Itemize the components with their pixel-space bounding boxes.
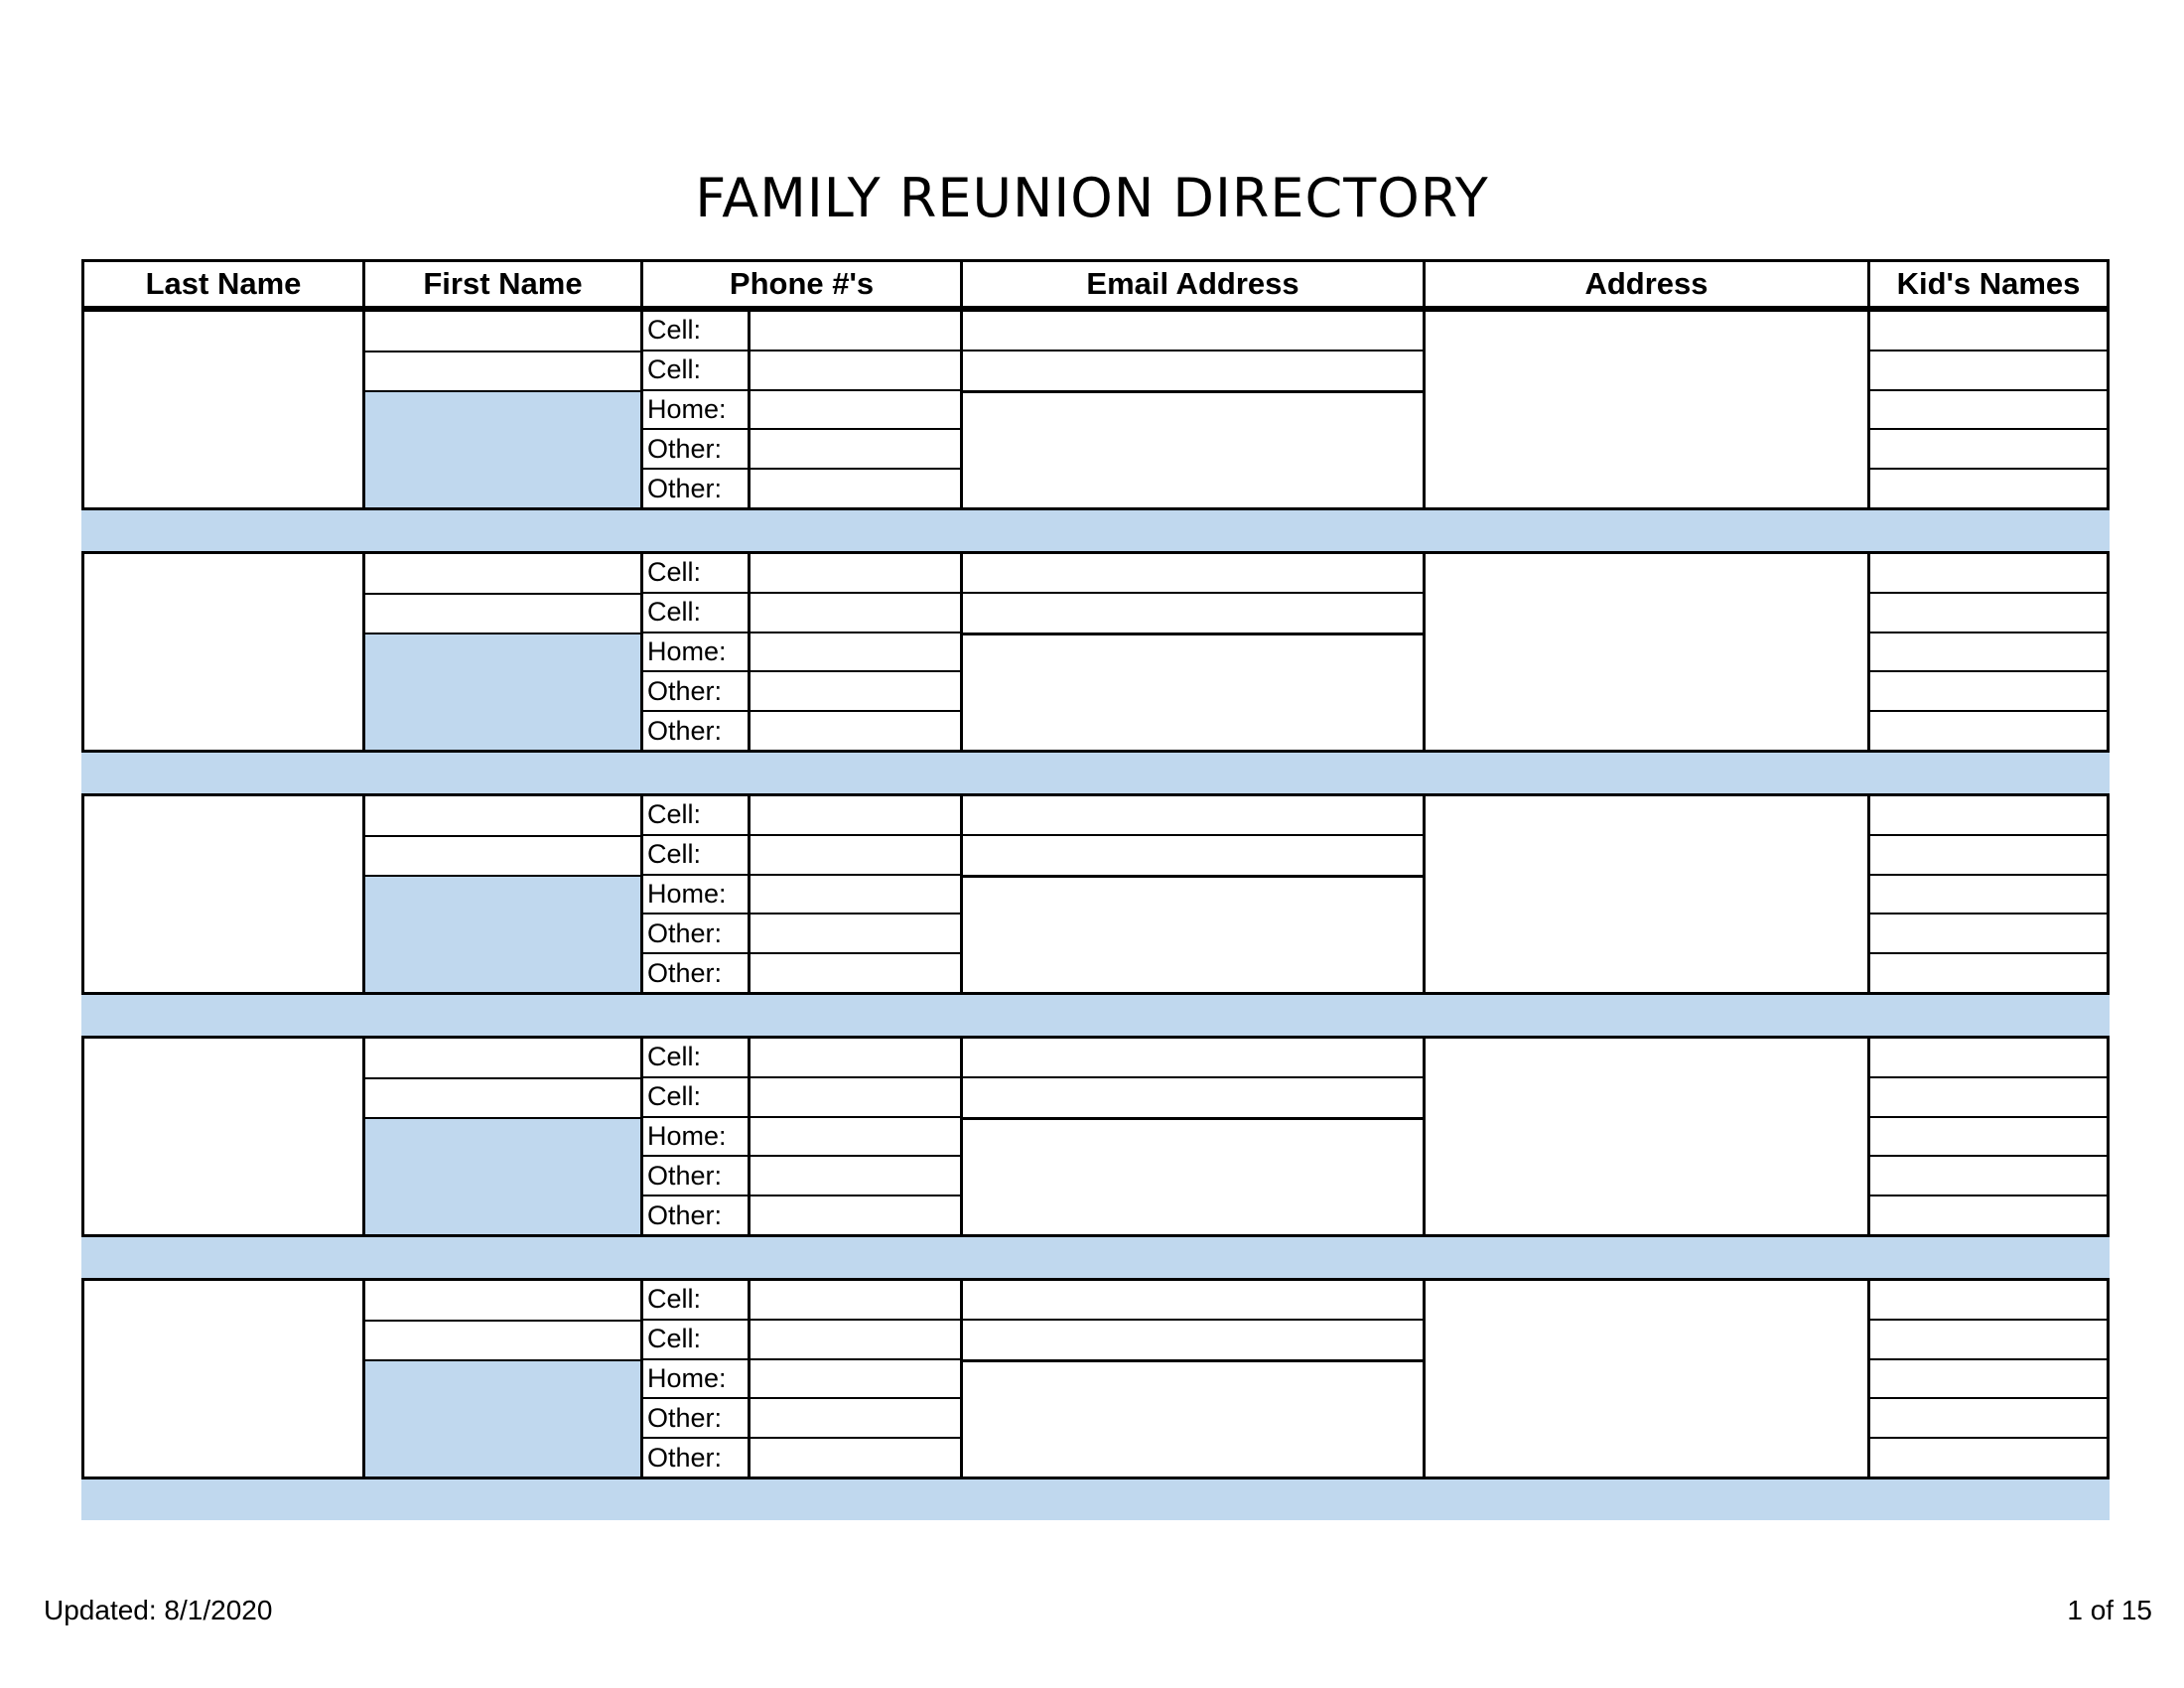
phone-field[interactable] — [751, 312, 960, 350]
email-column — [960, 1281, 1423, 1477]
email-field[interactable] — [963, 592, 1423, 632]
email-notes-field[interactable] — [963, 1117, 1423, 1234]
kid-name-field[interactable] — [1870, 1076, 2107, 1116]
phone-field[interactable] — [751, 876, 960, 914]
phone-field[interactable] — [751, 430, 960, 468]
email-field[interactable] — [963, 312, 1423, 350]
kid-name-field[interactable] — [1870, 389, 2107, 429]
last-name-field[interactable] — [84, 312, 362, 507]
kid-name-field[interactable] — [1870, 913, 2107, 952]
email-notes-field[interactable] — [963, 633, 1423, 750]
separator-bar — [81, 995, 2110, 1036]
kid-name-field[interactable] — [1870, 554, 2107, 592]
last-name-field[interactable] — [84, 1281, 362, 1477]
phone-field[interactable] — [751, 914, 960, 952]
first-name-field[interactable] — [365, 593, 640, 633]
phone-field[interactable] — [751, 1281, 960, 1319]
address-field[interactable] — [1423, 554, 1867, 750]
phone-field[interactable] — [751, 836, 960, 874]
email-field[interactable] — [963, 1076, 1423, 1116]
phone-label: Other: — [643, 954, 751, 992]
kid-name-field[interactable] — [1870, 1155, 2107, 1195]
email-column — [960, 554, 1423, 750]
header-first-name: First Name — [362, 262, 640, 306]
kid-name-field[interactable] — [1870, 428, 2107, 468]
phone-field[interactable] — [751, 1196, 960, 1234]
phone-field[interactable] — [751, 712, 960, 750]
phone-label: Cell: — [643, 836, 751, 874]
phone-field[interactable] — [751, 352, 960, 389]
family-entry — [81, 793, 2110, 995]
family-entry — [81, 1036, 2110, 1237]
phone-field[interactable] — [751, 1118, 960, 1156]
phone-field[interactable] — [751, 594, 960, 632]
email-notes-field[interactable] — [963, 875, 1423, 992]
phone-label: Home: — [643, 1118, 751, 1156]
separator-bar — [81, 1479, 2110, 1520]
phone-label: Cell: — [643, 312, 751, 350]
kid-name-field[interactable] — [1870, 670, 2107, 710]
address-field[interactable] — [1423, 312, 1867, 507]
phone-label: Home: — [643, 391, 751, 429]
email-column — [960, 796, 1423, 992]
phone-label: Home: — [643, 633, 751, 671]
kid-name-field[interactable] — [1870, 1358, 2107, 1398]
first-name-field[interactable] — [365, 351, 640, 391]
first-name-field[interactable] — [365, 835, 640, 876]
kid-name-field[interactable] — [1870, 1319, 2107, 1358]
phone-field[interactable] — [751, 954, 960, 992]
directory-table — [81, 259, 2110, 1520]
kid-name-field[interactable] — [1870, 1116, 2107, 1156]
address-field[interactable] — [1423, 796, 1867, 992]
header-email: Email Address — [960, 262, 1423, 306]
shaded-cell — [365, 633, 640, 750]
phone-label: Other: — [643, 430, 751, 468]
kids-column — [1867, 1281, 2107, 1477]
phone-field[interactable] — [751, 1321, 960, 1358]
phone-label: Other: — [643, 712, 751, 750]
page-title: FAMILY REUNION DIRECTORY — [695, 167, 1489, 229]
kid-name-field[interactable] — [1870, 796, 2107, 834]
first-name-column — [362, 1039, 640, 1234]
shaded-cell — [365, 1359, 640, 1477]
first-name-field[interactable] — [365, 1077, 640, 1118]
phone-label: Cell: — [643, 1039, 751, 1076]
phone-label: Other: — [643, 1399, 751, 1437]
family-entry — [81, 551, 2110, 753]
email-field[interactable] — [963, 1319, 1423, 1358]
phone-label: Cell: — [643, 1321, 751, 1358]
first-name-column — [362, 796, 640, 992]
phone-field[interactable] — [751, 796, 960, 834]
phone-field[interactable] — [751, 470, 960, 507]
email-notes-field[interactable] — [963, 390, 1423, 507]
email-column — [960, 1039, 1423, 1234]
phone-column — [640, 1281, 960, 1477]
phone-field[interactable] — [751, 554, 960, 592]
kids-column — [1867, 554, 2107, 750]
kid-name-field[interactable] — [1870, 350, 2107, 389]
kid-name-field[interactable] — [1870, 710, 2107, 750]
phone-column — [640, 312, 960, 507]
updated-date: Updated: 8/1/2020 — [44, 1595, 273, 1625]
phone-column — [640, 796, 960, 992]
email-field[interactable] — [963, 834, 1423, 874]
phone-column — [640, 1039, 960, 1234]
last-name-field[interactable] — [84, 796, 362, 992]
kid-name-field[interactable] — [1870, 874, 2107, 914]
phone-column — [640, 554, 960, 750]
header-address: Address — [1423, 262, 1867, 306]
kid-name-field[interactable] — [1870, 834, 2107, 874]
phone-field[interactable] — [751, 1439, 960, 1477]
header-last-name: Last Name — [145, 266, 302, 301]
phone-field[interactable] — [751, 1157, 960, 1195]
first-name-field[interactable] — [365, 554, 640, 593]
family-entry — [81, 1278, 2110, 1479]
separator-bar — [81, 510, 2110, 551]
first-name-field[interactable] — [365, 312, 640, 351]
email-field[interactable] — [963, 1039, 1423, 1076]
phone-field[interactable] — [751, 1399, 960, 1437]
kid-name-field[interactable] — [1870, 312, 2107, 350]
phone-label: Cell: — [643, 796, 751, 834]
separator-bar — [81, 753, 2110, 793]
phone-field[interactable] — [751, 1078, 960, 1116]
shaded-cell — [365, 1117, 640, 1234]
address-field[interactable] — [1423, 1281, 1867, 1477]
kid-name-field[interactable] — [1870, 468, 2107, 507]
last-name-field[interactable] — [84, 1039, 362, 1234]
first-name-field[interactable] — [365, 796, 640, 835]
email-column — [960, 312, 1423, 507]
phone-field[interactable] — [751, 633, 960, 671]
phone-label: Home: — [643, 876, 751, 914]
phone-label: Other: — [643, 1439, 751, 1477]
first-name-column — [362, 1281, 640, 1477]
phone-field[interactable] — [751, 391, 960, 429]
phone-field[interactable] — [751, 672, 960, 710]
table-header — [81, 259, 2110, 309]
email-field[interactable] — [963, 350, 1423, 389]
email-field[interactable] — [963, 554, 1423, 592]
phone-label: Other: — [643, 672, 751, 710]
phone-field[interactable] — [751, 1360, 960, 1398]
page-number: 1 of 15 — [2067, 1595, 2152, 1625]
kids-column — [1867, 1039, 2107, 1234]
email-field[interactable] — [963, 1281, 1423, 1319]
kid-name-field[interactable] — [1870, 952, 2107, 992]
first-name-field[interactable] — [365, 1039, 640, 1077]
phone-label: Cell: — [643, 1078, 751, 1116]
kids-column — [1867, 312, 2107, 507]
header-kids: Kid's Names — [1867, 262, 2107, 306]
kid-name-field[interactable] — [1870, 1281, 2107, 1319]
phone-label: Other: — [643, 914, 751, 952]
family-entry — [81, 309, 2110, 510]
last-name-field[interactable] — [84, 554, 362, 750]
kid-name-field[interactable] — [1870, 1437, 2107, 1477]
phone-label: Home: — [643, 1360, 751, 1398]
phone-label: Cell: — [643, 554, 751, 592]
kids-column — [1867, 796, 2107, 992]
shaded-cell — [365, 875, 640, 992]
email-notes-field[interactable] — [963, 1359, 1423, 1477]
email-field[interactable] — [963, 796, 1423, 834]
kid-name-field[interactable] — [1870, 1195, 2107, 1234]
separator-bar — [81, 1237, 2110, 1278]
kid-name-field[interactable] — [1870, 592, 2107, 632]
kid-name-field[interactable] — [1870, 1039, 2107, 1076]
kid-name-field[interactable] — [1870, 1397, 2107, 1437]
phone-label: Other: — [643, 1196, 751, 1234]
header-phones: Phone #'s — [640, 262, 960, 306]
phone-field[interactable] — [751, 1039, 960, 1076]
phone-label: Cell: — [643, 352, 751, 389]
phone-label: Cell: — [643, 594, 751, 632]
phone-label: Other: — [643, 470, 751, 507]
first-name-column — [362, 312, 640, 507]
address-field[interactable] — [1423, 1039, 1867, 1234]
first-name-field[interactable] — [365, 1320, 640, 1360]
phone-label: Other: — [643, 1157, 751, 1195]
kid-name-field[interactable] — [1870, 632, 2107, 671]
first-name-column — [362, 554, 640, 750]
first-name-field[interactable] — [365, 1281, 640, 1320]
phone-label: Cell: — [643, 1281, 751, 1319]
shaded-cell — [365, 390, 640, 507]
